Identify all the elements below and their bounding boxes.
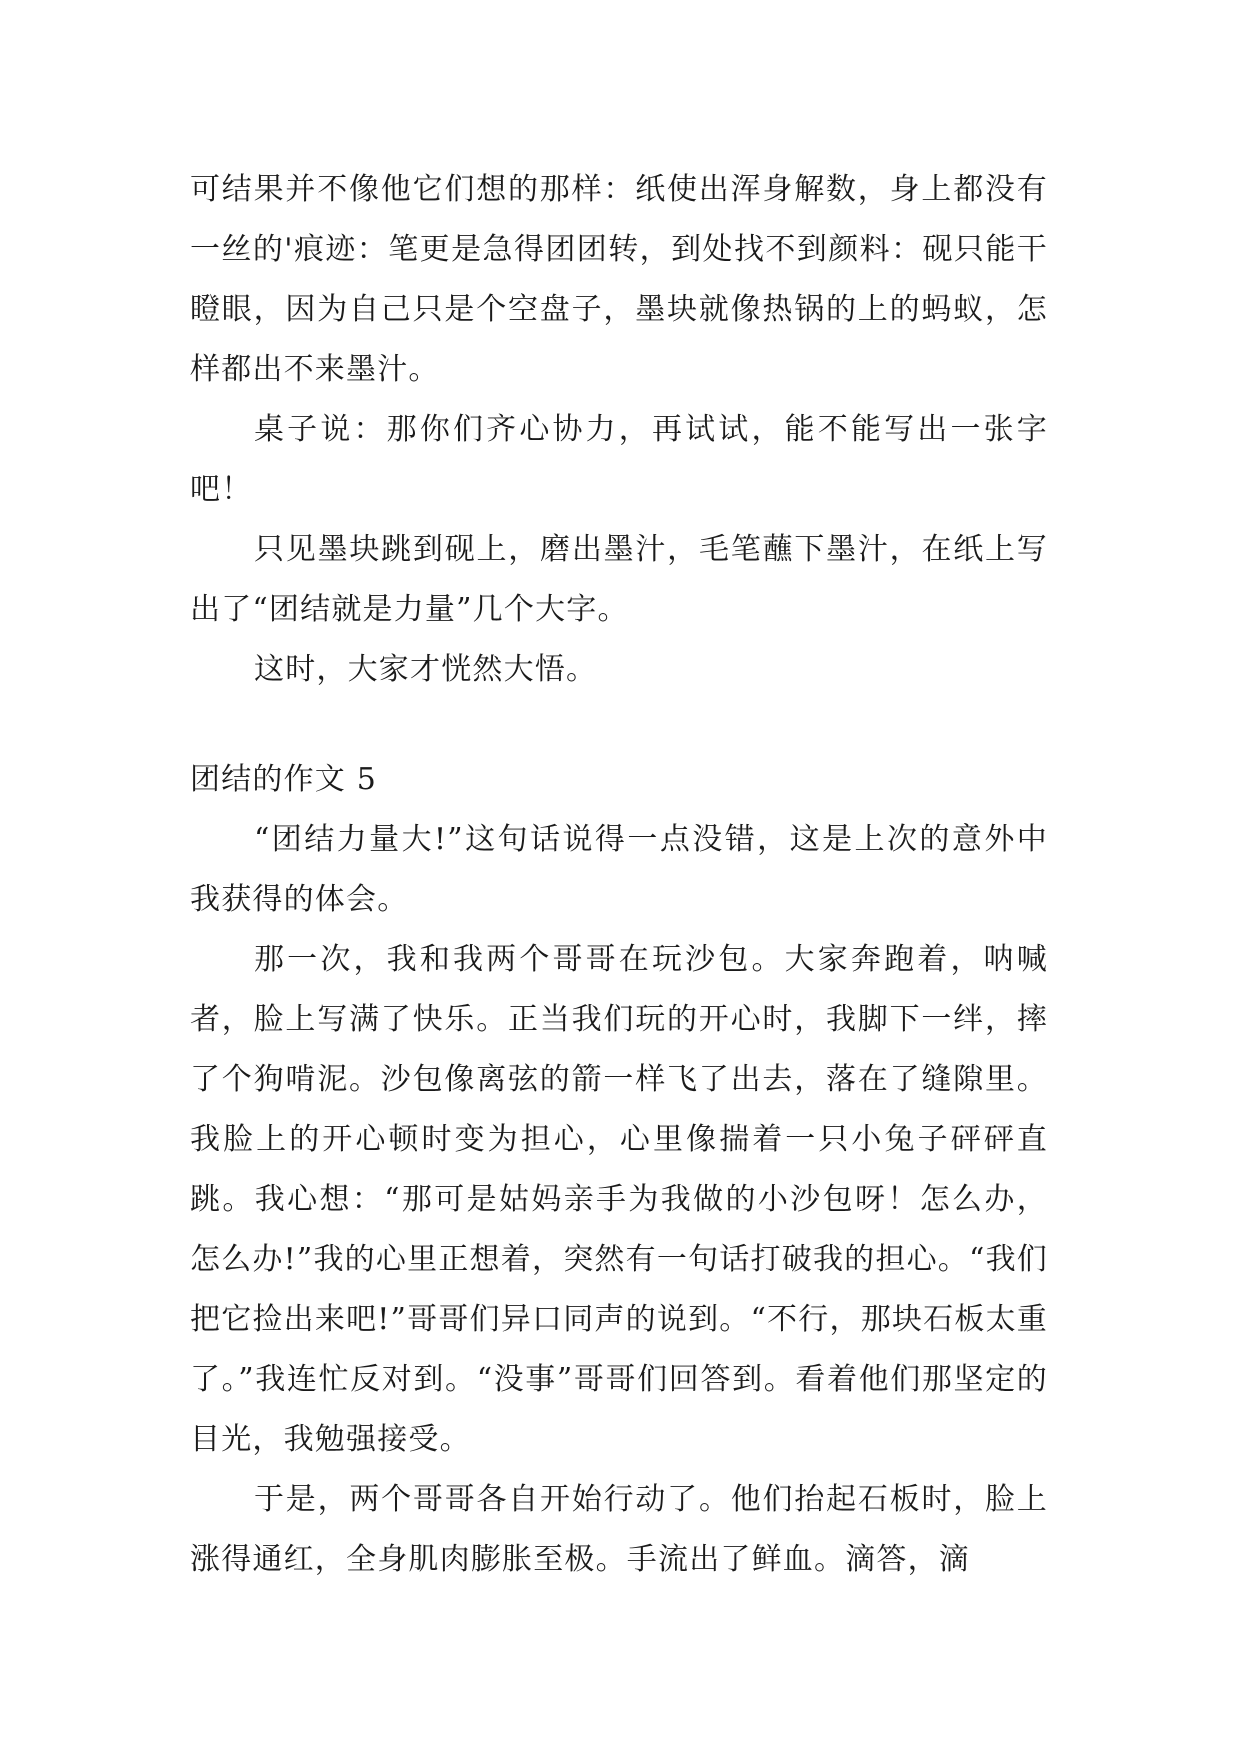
essay-title: 团结的作文 5	[190, 762, 378, 797]
paragraph-5-2: 那一次，我和我两个哥哥在玩沙包。大家奔跑着，呐喊者，脸上写满了快乐。正当我们玩的开心时，我脚下一绊，摔了个狗啃泥。沙包像离弦的箭一样飞了出去，落在了缝隙里。我脸上的开心顿时变为担心，心里像揣着一只小兔子砰砰直跳。我心想：“那可是姑妈亲手为我做的小沙包呀！怎么办，怎么办!”我的心里正想着，突然有一句话打破我的担心。“我们把它捡出来吧!”哥哥们异口同声的说到。“不行，那块石板太重了。”我连忙反对到。“没事”哥哥们回答到。看着他们那坚定的目光，我勉强接受。	[190, 942, 1048, 1457]
paragraph-5-1: “团结力量大!”这句话说得一点没错，这是上次的意外中我获得的体会。	[190, 822, 1048, 917]
paragraph-prev-1: 可结果并不像他它们想的那样：纸使出浑身解数，身上都没有一丝的'痕迹：笔更是急得团团转，到处找不到颜料：砚只能干瞪眼，因为自己只是个空盘子，墨块就像热锅的上的蚂蚁，怎样都出不来墨汁。	[190, 172, 1048, 387]
paragraph-prev-3: 只见墨块跳到砚上，磨出墨汁，毛笔蘸下墨汁，在纸上写出了“团结就是力量”几个大字。	[190, 532, 1048, 627]
document-body	[190, 160, 1048, 1590]
paragraph-5-3: 于是，两个哥哥各自开始行动了。他们抬起石板时，脸上涨得通红，全身肌肉膨胀至极。手流出了鲜血。滴答，滴	[190, 1482, 1048, 1577]
paragraph-prev-4: 这时，大家才恍然大悟。	[254, 652, 598, 687]
paragraph-prev-2: 桌子说：那你们齐心协力，再试试，能不能写出一张字吧！	[190, 412, 1048, 507]
